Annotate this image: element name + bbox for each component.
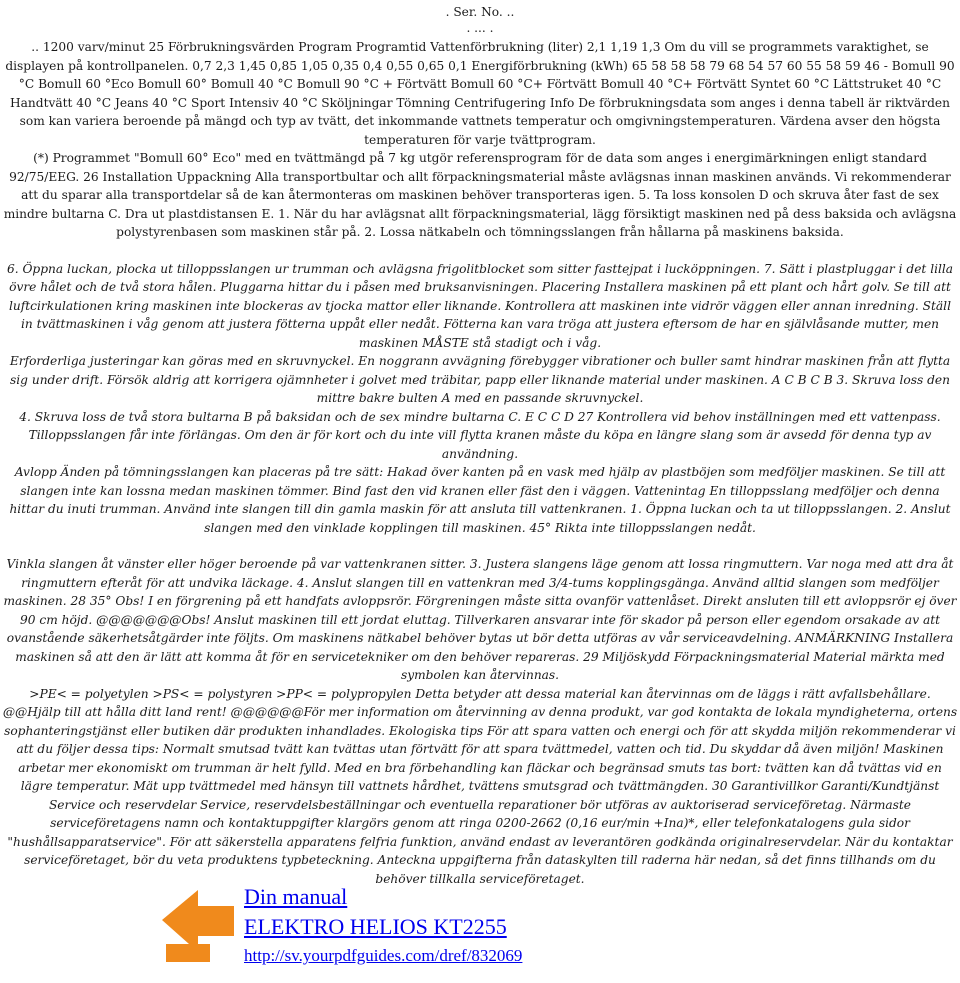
- bolts-paragraph: 4. Skruva loss de två stora bultarna B på baksidan och de sex mindre bultarna C. E C C D 27 Kontrollera vid behov inställningen med ett vattenpass. Tilloppsslangen får inte förlängas. Om den är för kort och du inte vill flytta kranen måste du köpa en längre slang som är avsedd för denna typ av användning.: [19, 409, 941, 461]
- download-arrow-icon: [158, 886, 238, 964]
- hose-paragraph: Vinkla slangen åt vänster eller höger beroende på var vattenkranen sitter. 3. Justera slangens läge genom att lossa ringmuttern. Var noga med att dra åt ringmuttern efteråt för att undvika läckage. 4. Anslut slangen till en vattenkran med 3/4-tums kopplingsgänga. Använd alltid slangen som medföljer maskinen. 28 35° Obs! I en förgrening på ett handfats avloppsrör. Förgreningen måste sitta ovanför vattenlåset. Direkt ansluten till ett avloppsrör ej över 90 cm höjd. @@@@@@@Obs! Anslut maskinen till ett jordat eluttag. Tillverkaren ansvarar inte för skador på person eller egendom orsakade av att ovanstående säkerhetsåtgärder inte följts. Om maskinens nätkabel behöver bytas ut bör detta utföras av vår serviceavdelning. ANMÄRKNING Installera maskinen så att den är lätt att komma åt för en servicetekniker om den behöver repareras. 29 Miljöskydd Förpackningsmaterial Material märkta med symbolen kan återvinnas.: [3, 557, 957, 682]
- adjustment-paragraph: Erforderliga justeringar kan göras med en skruvnyckel. En noggrann avvägning förebygger vibrationer och buller samt hindrar maskinen från att flytta sig under drift. Försök aldrig att korrigera ojämnheter i golvet med träbitar, papp eller liknande material under maskinen. A C B C B 3. Skruva loss den mittre bakre bulten A med en passande skruvnyckel.: [9, 354, 951, 405]
- drain-paragraph: Avlopp Änden på tömningsslangen kan placeras på tre sätt: Hakad över kanten på en vask med hjälp av plastböjen som medföljer maskinen. Se till att slangen inte kan lossna medan maskinen tömmer. Bind fast den vid kranen eller fäst den i väggen. Vattenintag En tilloppsslang medföljer och denna hittar du inuti trumman. Använd inte slangen till din gamla maskin för att ansluta till vattenkranen. 1. Öppna luckan och ta ut tilloppsslangen. 2. Anslut slangen med den vinklade kopplingen till maskinen. 45° Rikta inte tilloppsslangen nedåt.: [9, 465, 951, 535]
- consumption-paragraph: .. 1200 varv/minut 25 Förbrukningsvärden Program Programtid Vattenförbrukning (liter) 2,1 1,19 1,3 Om du vill se programmets varaktighet, se displayen på kontrollpanelen. 0,7 2,3 1,45 0,85 1,05 0,35 0,4 0,55 0,65 0,1 Energiförbrukning (kWh) 65 58 58 58 79 68 54 57 60 55 58 59 46 - Bomull 90 °C Bomull 60 °Eco Bomull 60° Bomull 40 °C Bomull 90 °C + Förtvätt Bomull 60 °C+ Förtvätt Bomull 40 °C+ Förtvätt Syntet 60 °C Lättstruket 40 °C Handtvätt 40 °C Jeans 40 °C Sport Intensiv 40 °C Sköljningar Tömning Centrifugering Info De förbrukningsdata som anges i denna tabell är riktvärden som kan variera beroende på mängd och typ av tvätt, det inkommande vattnets temperatur och omgivningstemperaturen. Värdena avser den högsta temperaturen för varje tvättprogram.: [5, 40, 955, 147]
- manual-footer: [158, 884, 958, 974]
- url-link[interactable]: http://sv.yourpdfguides.com/dref/832069: [244, 946, 523, 965]
- manual-link[interactable]: Din manual: [244, 884, 348, 909]
- product-link[interactable]: ELEKTRO HELIOS KT2255: [244, 914, 507, 939]
- arrow-base: [166, 944, 210, 962]
- document-header: [0, 4, 960, 36]
- document-body: [2, 38, 958, 888]
- dots-line: . ... .: [466, 21, 494, 35]
- arrow-shape: [162, 890, 234, 952]
- serial-number-line: . Ser. No. ..: [445, 5, 515, 19]
- environment-paragraph: >PE< = polyetylen >PS< = polystyren >PP< = polypropylen Detta betyder att dessa material kan återvinnas om de läggs i rätt avfallsbehållare. @@Hjälp till att hålla ditt land rent! @@@@@@För mer information om återvinning av denna produkt, var god kontakta de lokala myndigheterna, ortens sophanteringstjänst eller butiken där produkten inhandlades. Ekologiska tips För att spara vatten och energi och för att skydda miljön rekommenderar vi att du följer dessa tips: Normalt smutsad tvätt kan tvättas utan förtvätt för att spara tvättmedel, vatten och tid. Du skyddar då även miljön! Maskinen arbetar mer ekonomiskt om trumman är helt fylld. Med en bra förbehandling kan fläckar och begränsad smuts tas bort: tvätten kan då tvättas vid en lägre temperatur. Mät upp tvättmedel med hänsyn till vattnets hårdhet, tvättens smutsgrad och tvättmängden. 30 Garantivillkor Garanti/Kundtjänst Service och reservdelar Service, reservdelsbeställningar och eventuella reparationer bör utföras av auktoriserad serviceföretag. Närmaste serviceföretagens namn och kontaktuppgifter klargörs genom att ringa 0200-2662 (0,16 eur/min +Ina)*, eller telefonkatalogens gula sidor "hushållsapparatservice". För att säkerstella apparatens felfria funktion, använd endast av leverantören godkända originalreservdelar. När du kontaktar serviceföretaget, bör du veta produktens typbeteckning. Anteckna uppgifterna från dataskylten till raderna här nedan, så det finns tillhands om du behöver tillkalla serviceföretaget.: [2, 686, 958, 886]
- installation-paragraph: (*) Programmet "Bomull 60° Eco" med en tvättmängd på 7 kg utgör referensprogram för de data som anges i energimärkningen enligt standard 92/75/EEG. 26 Installation Uppackning Alla transportbultar och allt förpackningsmaterial måste avlägsnas innan maskinen används. Vi rekommenderar att du sparar alla transportdelar så de kan återmonteras om maskinen behöver transporteras igen. 5. Ta loss konsolen D och skruva åter fast de sex mindre bultarna C. Dra ut plastdistansen E. 1. När du har avlägsnat allt förpackningsmaterial, lägg försiktigt maskinen ned på dess baksida och avlägsna polystyrenbasen som maskinen står på. 2. Lossa nätkabeln och tömningsslangen från hållarna på maskinens baksida.: [3, 151, 957, 239]
- placement-paragraph: 6. Öppna luckan, plocka ut tilloppsslangen ur trumman och avlägsna frigolitblocket som sitter fasttejpat i lucköppningen. 7. Sätt i plastpluggar i det lilla övre hålet och de två stora hålen. Pluggarna hittar du i påsen med bruksanvisningen. Placering Installera maskinen på ett plant och hårt golv. Se till att luftcirkulationen kring maskinen inte blockeras av tjocka mattor eller liknande. Kontrollera att maskinen inte vidrör väggen eller annan inredning. Ställ in tvättmaskinen i våg genom att justera fötterna uppåt eller nedåt. Fötterna kan vara tröga att justera eftersom de har en självlåsande mutter, men maskinen MÅSTE stå stadigt och i våg.: [6, 261, 954, 350]
